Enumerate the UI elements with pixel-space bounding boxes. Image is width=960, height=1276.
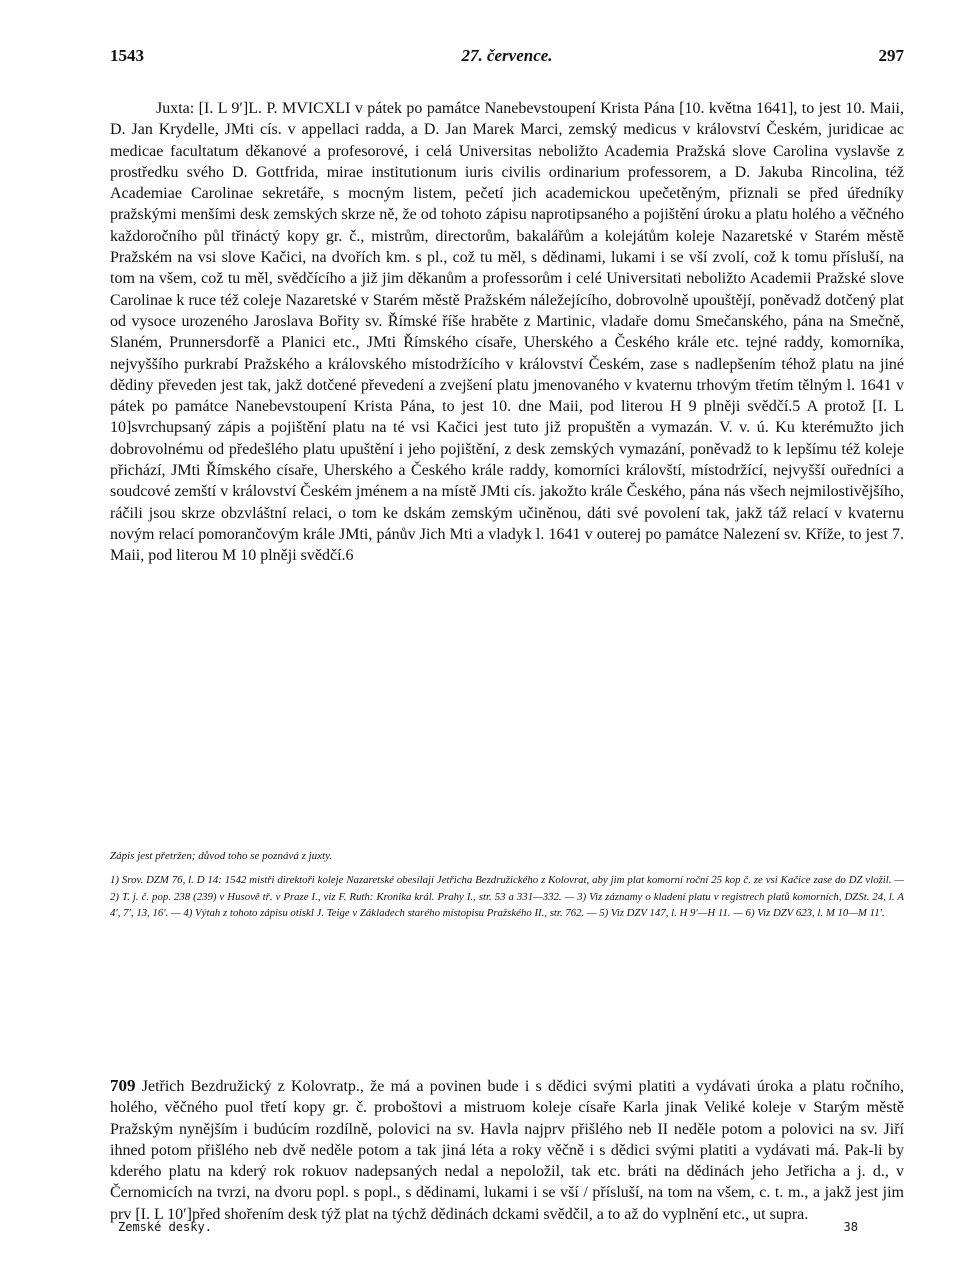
entry-text: Jetřich Bezdružický z Kolovratp., že má a povinen bude i s dědici svými platiti a vydávati úroka a platu ročního, holého, věčného puol třetí kopy gr. č. proboštovi a mistruom koleje císaře Karla jinak Veliké koleje v Starým městě Pražským nynějším i budúcím rozdílně, polovici na sv. Havla najprv přišlého neb II neděle potom a polovici na sv. Jiří ihned potom přišlého neb dvě neděle potom a tak jiná léta a roky věčně i s dědici svými platiti a vydávati má. Pak-li by kderého platu na kderý rok rokuov nadepsaných nedal a nepoložil, tak etc. bráti na dědinách jeho Jetřicha a j. d., v Černomicích na tvrzi, na dvoru popl. s popl., s dědinami, lukami i se vší / přísluší, na tom na všem, c. t. m., a jakž jest jim prv [I. L 10′]před shořením desk týž plat na týchž dědinách dckami svědčil, a to až do vyplnění etc., ut supra.: [110, 1078, 905, 1223]
footer-left: Zemské desky.: [118, 1220, 212, 1234]
page-number: 297: [878, 46, 904, 65]
main-paragraph: [110, 98, 904, 567]
footnotes: 1) Srov. DZM 76, l. D 14: 1542 mistři direktoři koleje Nazaretské obesílají Jetřicha Bezdružického z Kolovrat, aby jim plat komorní roční 25 kop č. ze vsi Kačice zase do DZ vložil. — 2) T. j. č. pop. 238 (239) v Husově tř. v Praze I., viz F. Ruth: Kronika král. Prahy I., str. 53 a 331—332. — 3) Viz záznamy o kladení platu v registrech platů komorních, DZSt. 24, l. A 4′, 7′, 13, 16′. — 4) Výtah z tohoto zápisu otiskl J. Teige v Základech starého místopisu Pražského II., str. 762. — 5) Viz DZV 147, l. H 9′—H 11. — 6) Viz DZV 623, l. M 10—M 11′.: [110, 874, 904, 919]
footer-right: 38: [843, 1220, 858, 1234]
page-header: [110, 46, 904, 74]
entry-709: [110, 1075, 904, 1225]
struck-note: Zápis jest přetržen; důvod toho se poznává z juxty.: [110, 850, 333, 862]
header-date: 27. července.: [461, 46, 553, 65]
entry-number: 709: [110, 1076, 136, 1095]
header-left-number: 1543: [110, 46, 144, 65]
main-paragraph-text: Juxta: [I. L 9′]L. P. MVICXLI v pátek po památce Nanebevstoupení Krista Pána [10. května 1641], to jest 10. Maii, D. Jan Krydelle, JMti cís. v appellaci radda, a D. Jan Marek Marci, zemský medicus v království Českém, juridicae ac medicae facultatum děkanové a profesorové, i celá Universitas neboližto Academia Pražská slove Carolina vyslavše z prostředku svého D. Gottfrida, mirae institutionum iuris civilis ordinarium professorem, a D. Jakuba Rincolina, též Academiae Carolinae sekretáře, s mocným listem, pečetí jich academickou upečetěným, přiznali se před úředníky pražskými menšími desk zemských skrze ně, že od tohoto zápisu naprotipsaného a pojištění úroku a platu holého a věčného každoročního půl třináctý kopy gr. č., mistrům, directorům, bakalářům a kolejátům koleje Nazaretské v Starém městě Pražském na vsi slove Kačici, na dvořích km. s pl., což tu měl, s dědinami, lukami i se vší zvolí, což k tomu přísluší, na tom na všem, což tu měl, svědčícího a již jim děkanům a professorům i celé Universitati neboližto Academii Pražské slove Carolinae k ruce též coleje Nazaretské v Starém městě Pražském náležejícího, dobrovolně upouštějí, poněvadž dotčený plat od vysoce urozeného Jaroslava Bořity sv. Římské říše hraběte z Martinic, vladaře domu Smečanského, pána na Smečně, Slaném, Prunnersdorfě a Planici etc., JMti Římského císaře, Uherského a Českého krále etc. tejné raddy, komorníka, nejvyššího purkrabí Pražského a královského místodržícího v království Českém, zase s nadlepšením téhož platu na jiné dědiny převeden jest tak, jakž dotčené převedení a zvejšení platu jmenovaného v kvaternu trhovým třetím tělným l. 1641 v pátek po památce Nanebevstoupení Krista Pána, to jest 10. dne Maii, pod literou H 9 plněji svědčí.5 A protož [I. L 10]svrchupsaný zápis a pojištění platu na té vsi Kačici jest tuto již propuštěn a vymazán. V. v. ú. Ku kterémužto jich dobrovolnému od předešlého platu upuštění i jeho pojištění, z desk zemských vymazání, poněvadž to k lepšímu též koleje přichází, JMti Římského císaře, Uherského a Českého krále raddy, komorníci královští, místodržící, nejvyšší ouředníci a soudcové zemští v království Českém jménem a na místě JMti cís. jakožto krále Českého, pána nás všech nejmilostivějšího, ráčili jsou skrze obzvláštní relaci, o tom ke dskám zemským učiněnou, dáti své povolení tak, jakž táž relací v kvaternu novým relací pomorančovým krále JMti, pánův Jich Mti a vladyk l. 1641 v outerej po památce Nalezení sv. Kříže, to jest 7. Maii, pod literou M 10 plněji svědčí.6: [110, 100, 904, 565]
page-footer: [118, 1220, 858, 1234]
